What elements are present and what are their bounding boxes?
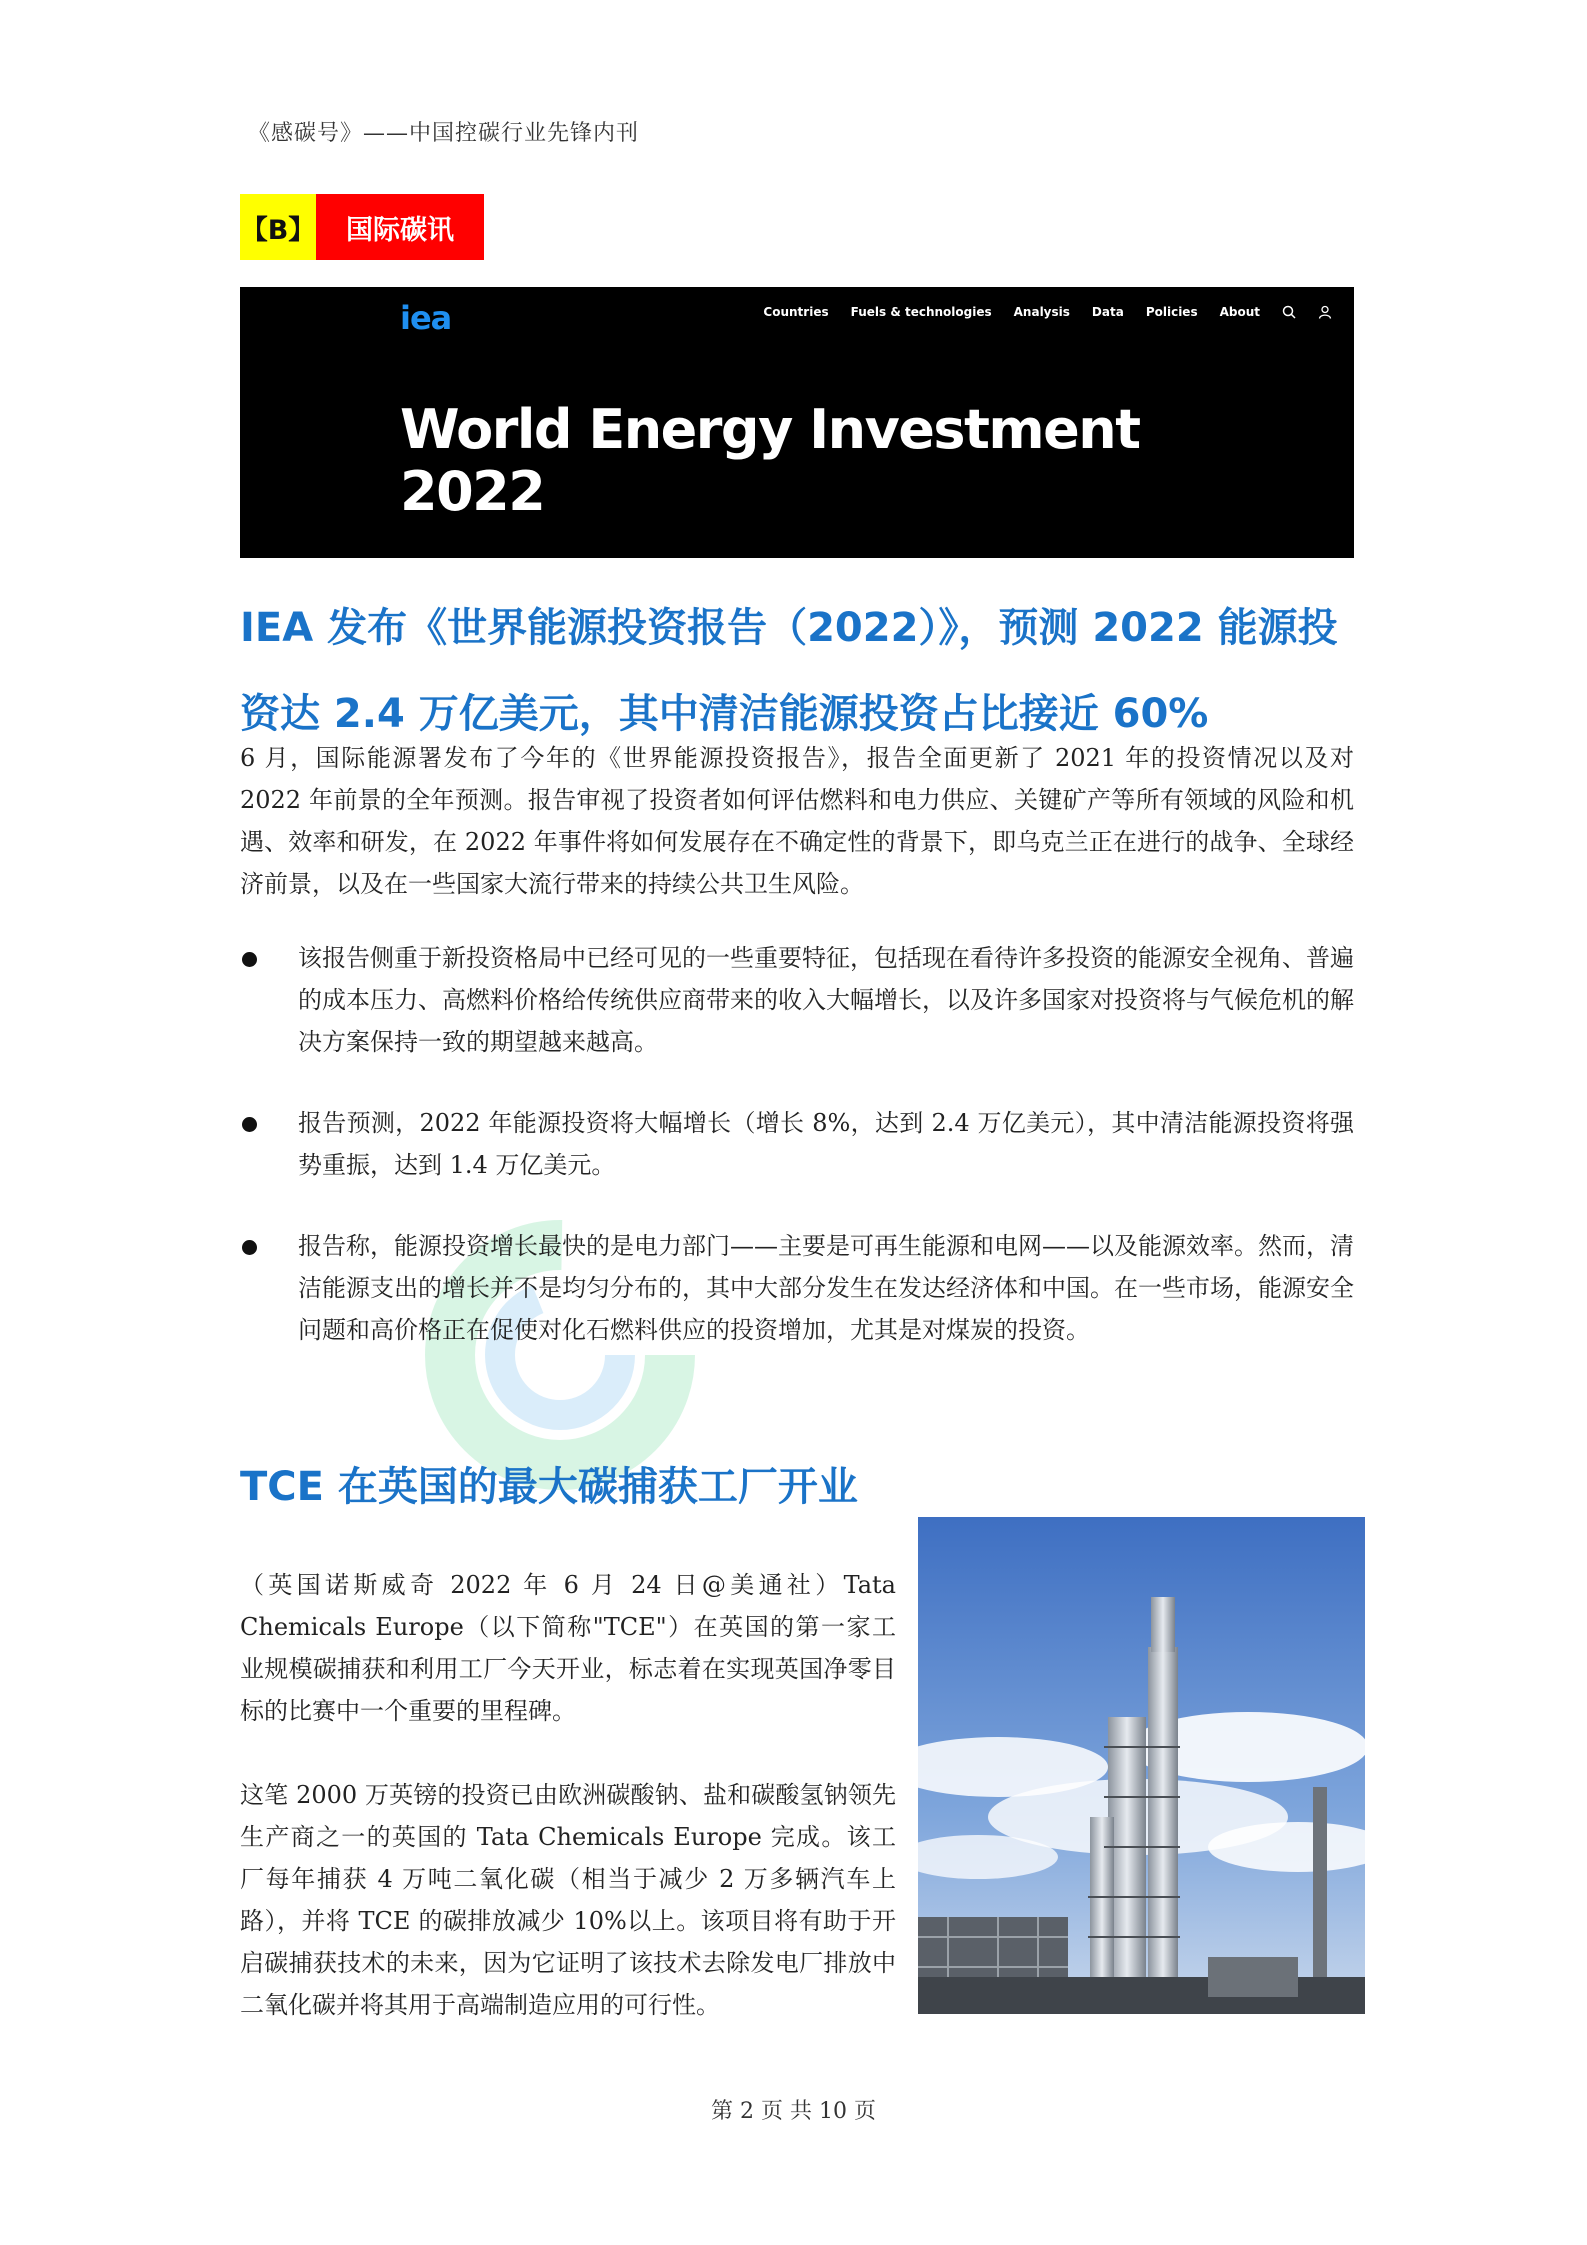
- bullet-dot: [242, 952, 257, 967]
- article2-headline: TCE 在英国的最大碳捕获工厂开业: [240, 1464, 858, 1510]
- nav-countries: Countries: [763, 305, 829, 319]
- nav-data: Data: [1091, 305, 1124, 319]
- article1-bullet-1: 该报告侧重于新投资格局中已经可见的一些重要特征，包括现在看待许多投资的能源安全视角、普遍的成本压力、高燃料价格给传统供应商带来的收入大幅增长，以及许多国家对投资将与气候危机的解决方案保持一致的期望越来越高。: [298, 944, 1354, 1056]
- nav-fuels-technologies: Fuels & technologies: [850, 305, 992, 319]
- iea-logo: iea: [400, 299, 452, 337]
- user-icon: [1318, 305, 1332, 319]
- section-tag: [240, 194, 484, 260]
- nav-analysis: Analysis: [1013, 305, 1070, 319]
- nav-about: About: [1219, 305, 1260, 319]
- bullet-dot: [242, 1117, 257, 1132]
- section-title: 国际碳讯: [316, 194, 484, 260]
- running-header: 《感碳号》——中国控碳行业先锋内刊: [248, 121, 640, 146]
- section-code: 【B】: [240, 194, 316, 260]
- nav-policies: Policies: [1145, 305, 1198, 319]
- article2-para-2: 这笔 2000 万英镑的投资已由欧洲碳酸钠、盐和碳酸氢钠领先生产商之一的英国的 Tata Chemicals Europe 完成。该工厂每年捕获 4 万吨二氧化碳（相当于减少 2 万多辆汽车上路），并将 TCE 的碳排放减少 10%以上。该项目将有助于开启碳捕获技术的未来，因为它证明了该技术去除发电厂排放中二氧化碳并将其用于高端制造应用的可行性。: [240, 1781, 896, 2019]
- carbon-capture-plant-photo: [918, 1517, 1365, 2014]
- article1-headline: IEA 发布《世界能源投资报告（2022）》，预测 2022 能源投资达 2.4 万亿美元，其中清洁能源投资占比接近 60%: [240, 605, 1338, 737]
- bullet-dot: [242, 1240, 257, 1255]
- search-icon: [1282, 305, 1296, 319]
- banner-title: [400, 399, 1140, 523]
- article1-bullet-3: 报告称，能源投资增长最快的是电力部门——主要是可再生能源和电网——以及能源效率。然而，清洁能源支出的增长并不是均匀分布的，其中大部分发生在发达经济体和中国。在一些市场，能源安全问题和高价格正在促使对化石燃料供应的投资增加，尤其是对煤炭的投资。: [298, 1232, 1354, 1344]
- page-footer: 第 2 页 共 10 页: [711, 2099, 876, 2124]
- article1-bullet-2: 报告预测，2022 年能源投资将大幅增长（增长 8%，达到 2.4 万亿美元），其中清洁能源投资将强势重振，达到 1.4 万亿美元。: [298, 1109, 1354, 1179]
- banner-title-line2: 2022: [400, 460, 545, 523]
- article2-para-1: （英国诺斯威奇 2022 年 6 月 24 日@美通社）Tata Chemicals Europe（以下简称"TCE"）在英国的第一家工业规模碳捕获和利用工厂今天开业，标志着在实现英国净零目标的比赛中一个重要的里程碑。: [240, 1571, 896, 1725]
- banner-title-line1: World Energy Investment: [400, 398, 1140, 461]
- iea-nav: [763, 305, 1332, 319]
- iea-banner-image: [240, 287, 1354, 558]
- article1-intro: 6 月，国际能源署发布了今年的《世界能源投资报告》，报告全面更新了 2021 年的投资情况以及对 2022 年前景的全年预测。报告审视了投资者如何评估燃料和电力供应、关键矿产等所有领域的风险和机遇、效率和研发，在 2022 年事件将如何发展存在不确定性的背景下，即乌克兰正在进行的战争、全球经济前景，以及在一些国家大流行带来的持续公共卫生风险。: [240, 744, 1354, 898]
